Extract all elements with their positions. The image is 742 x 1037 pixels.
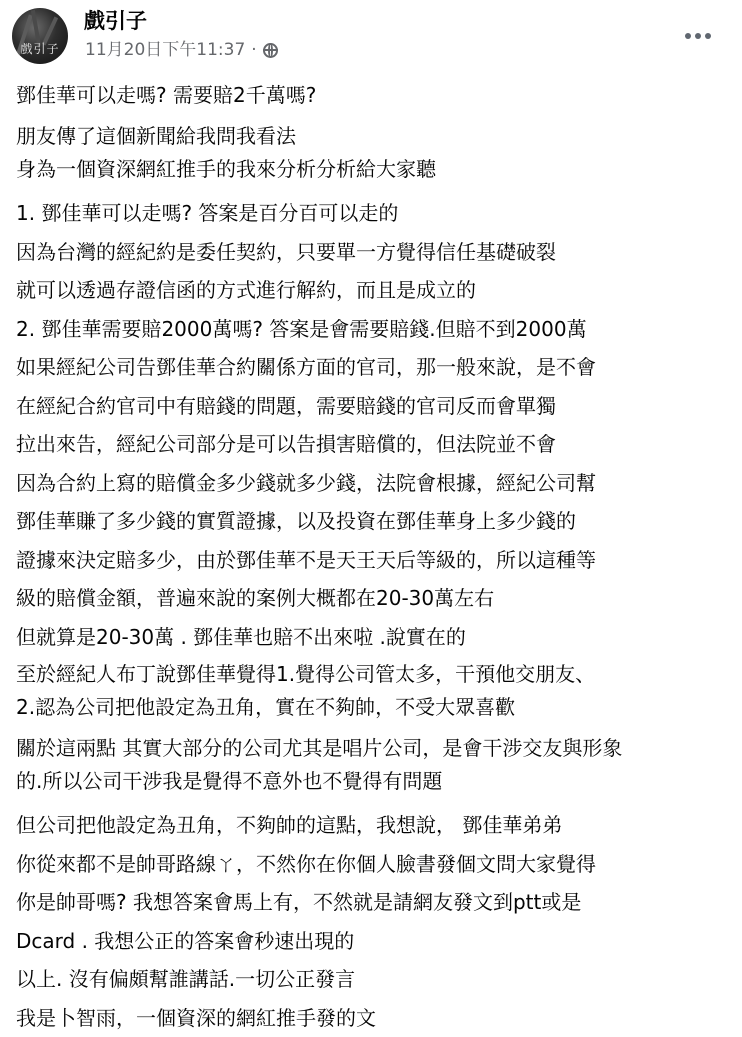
meta-separator: · bbox=[251, 38, 256, 62]
post-line: 級的賠償金額，普遍來說的案例大概都在20-30萬左右 bbox=[16, 579, 734, 618]
dot-icon bbox=[695, 33, 701, 39]
post-line: 鄧佳華賺了多少錢的實質證據，以及投資在鄧佳華身上多少錢的 bbox=[16, 502, 734, 541]
globe-icon[interactable] bbox=[263, 43, 278, 58]
post-line: 但就算是20-30萬 . 鄧佳華也賠不出來啦 .說實在的 bbox=[16, 618, 734, 657]
post-line: 拉出來告，經紀公司部分是可以告損害賠償的，但法院並不會 bbox=[16, 425, 734, 464]
post-line: 因為合約上寫的賠償金多少錢就多少錢，法院會根據，經紀公司幫 bbox=[16, 464, 734, 503]
post-line: 2.認為公司把他設定為丑角，實在不夠帥，不受大眾喜歡 bbox=[16, 691, 734, 724]
post-line: Dcard . 我想公正的答案會秒速出現的 bbox=[16, 922, 734, 961]
post-text bbox=[16, 76, 734, 1037]
post-line: 就可以透過存證信函的方式進行解約，而且是成立的 bbox=[16, 271, 734, 310]
page-name-link[interactable]: 戲引子 bbox=[84, 6, 147, 36]
post-line: 因為台灣的經紀約是委任契約，只要單一方覺得信任基礎破裂 bbox=[16, 233, 734, 272]
dot-icon bbox=[705, 33, 711, 39]
post-line: 朋友傳了這個新聞給我問我看法 bbox=[16, 120, 734, 153]
post-line: 如果經紀公司告鄧佳華合約關係方面的官司，那一般來說，是不會 bbox=[16, 348, 734, 387]
page-avatar[interactable] bbox=[12, 8, 68, 64]
post-line: 在經紀合約官司中有賠錢的問題，需要賠錢的官司反而會單獨 bbox=[16, 387, 734, 426]
post-header bbox=[0, 0, 742, 72]
post-line: 但公司把他設定為丑角，不夠帥的這點，我想說， 鄧佳華弟弟 bbox=[16, 806, 734, 845]
post-line: 鄧佳華可以走嗎? 需要賠2千萬嗎? bbox=[16, 76, 734, 114]
post-timestamp[interactable]: 11月20日下午11:37 bbox=[85, 38, 245, 62]
post-line: 至於經紀人布丁說鄧佳華覺得1.覺得公司管太多，干預他交朋友、 bbox=[16, 658, 734, 691]
post-line: 你是帥哥嗎? 我想答案會馬上有，不然就是請網友發文到ptt或是 bbox=[16, 883, 734, 922]
dot-icon bbox=[685, 33, 691, 39]
post-line: 身為一個資深網紅推手的我來分析分析給大家聽 bbox=[16, 153, 734, 186]
post-line: 的.所以公司干涉我是覺得不意外也不覺得有問題 bbox=[16, 765, 734, 798]
post-line: 你從來都不是帥哥路線ㄚ，不然你在你個人臉書發個文問大家覺得 bbox=[16, 845, 734, 884]
post-line: 證據來決定賠多少，由於鄧佳華不是天王天后等級的，所以這種等 bbox=[16, 541, 734, 580]
post-line: 以上. 沒有偏頗幫誰講話.一切公正發言 bbox=[16, 960, 734, 999]
more-options-icon[interactable] bbox=[678, 24, 718, 48]
post-line: 2. 鄧佳華需要賠2000萬嗎? 答案是會需要賠錢.但賠不到2000萬 bbox=[16, 310, 734, 349]
post-line: 關於這兩點 其實大部分的公司尤其是唱片公司，是會干涉交友與形象 bbox=[16, 732, 734, 765]
post-line: 我是卜智雨，一個資深的網紅推手發的文 bbox=[16, 999, 734, 1037]
post-line: 1. 鄧佳華可以走嗎? 答案是百分百可以走的 bbox=[16, 194, 734, 233]
avatar-logo-text: 戲引子 bbox=[12, 40, 68, 57]
post-meta bbox=[85, 38, 278, 62]
